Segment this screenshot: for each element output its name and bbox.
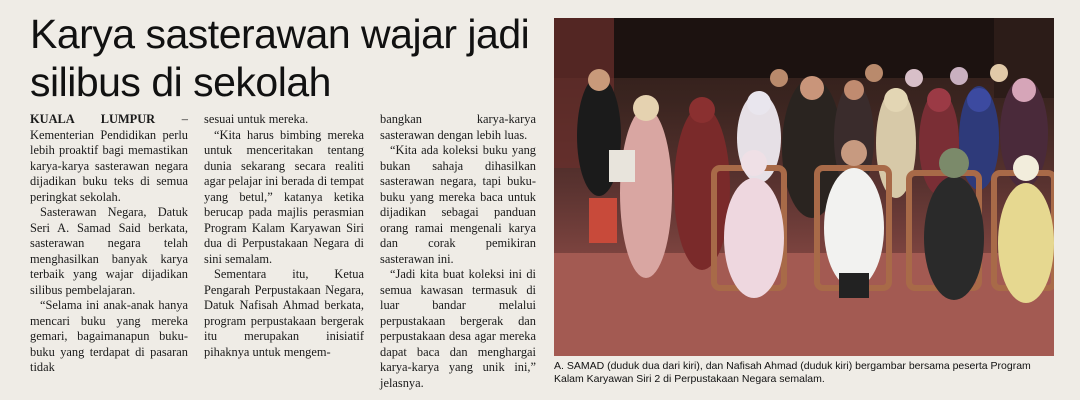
tote-bag-illustration xyxy=(589,198,617,243)
article-paragraph: “Kita harus bimbing mereka untuk menceritakan tentang dunia sekarang secara realiti agar pelajar ini berada di tempat yang betul,” katanya ketika berucap pada majlis perasmian Program Kalam Karyawan Siri dua di Perpustakaan Negara di sini semalam. xyxy=(204,127,364,266)
article-column-1 xyxy=(30,112,188,376)
article-paragraph: “Kita ada koleksi buku yang bukan sahaja dihasilkan sasterawan negara, tapi buku-buku yang mereka baca untuk dijadikan sebagai panduan orang ramai mengenali karya dan corak pemikiran sasterawan ini. xyxy=(380,143,536,266)
headline-line-2: silibus di sekolah xyxy=(30,59,331,105)
article-paragraph: bangkan karya-karya sasterawan dengan lebih luas. xyxy=(380,112,536,142)
group-photo xyxy=(554,18,1054,356)
dateline: KUALA LUMPUR xyxy=(30,112,156,126)
article-column-3 xyxy=(380,112,536,391)
article-paragraph: “Selama ini anak-anak hanya mencari buku yang mereka gemari, bagaimanapun buku-buku yang terdapat di pasaran tidak xyxy=(30,298,188,374)
headline xyxy=(30,10,550,106)
article-column-2 xyxy=(204,112,364,360)
article-lead-text: – Kementerian Pendidikan perlu lebih proaktif bagi memastikan karya-karya sasterawan negara dijadikan buku teks di semua peringkat sekolah. xyxy=(30,112,188,204)
group-photo-illustration xyxy=(554,18,1054,356)
article-paragraph: Sementara itu, Ketua Pengarah Perpustakaan Negara, Datuk Nafisah Ahmad berkata, program perpustakaan bergerak itu merupakan inisiatif pihaknya untuk mengem- xyxy=(204,267,364,359)
article-paragraph: “Jadi kita buat koleksi ini di semua kawasan termasuk di luar bandar melalui perpustakaan bergerak dan perpustakaan desa agar mereka dapat baca dan menghargai karya-karya yang unik ini,” jelasnya. xyxy=(380,267,536,390)
photo-caption: A. SAMAD (duduk dua dari kiri), dan Nafisah Ahmad (duduk kiri) bergambar bersama peserta Program Kalam Karyawan Siri 2 di Perpustakaan Negara semalam. xyxy=(554,360,1031,385)
article-paragraph: Sasterawan Negara, Datuk Seri A. Samad Said berkata, sasterawan negara telah menghasilkan banyak karya terbaik yang wajar dijadikan silibus pembelajaran. xyxy=(30,205,188,297)
article-paragraph: sesuai untuk mereka. xyxy=(204,112,309,126)
book-illustration xyxy=(609,150,635,182)
article-paragraph xyxy=(30,112,188,205)
headline-line-1: Karya sasterawan wajar jadi xyxy=(30,11,530,57)
